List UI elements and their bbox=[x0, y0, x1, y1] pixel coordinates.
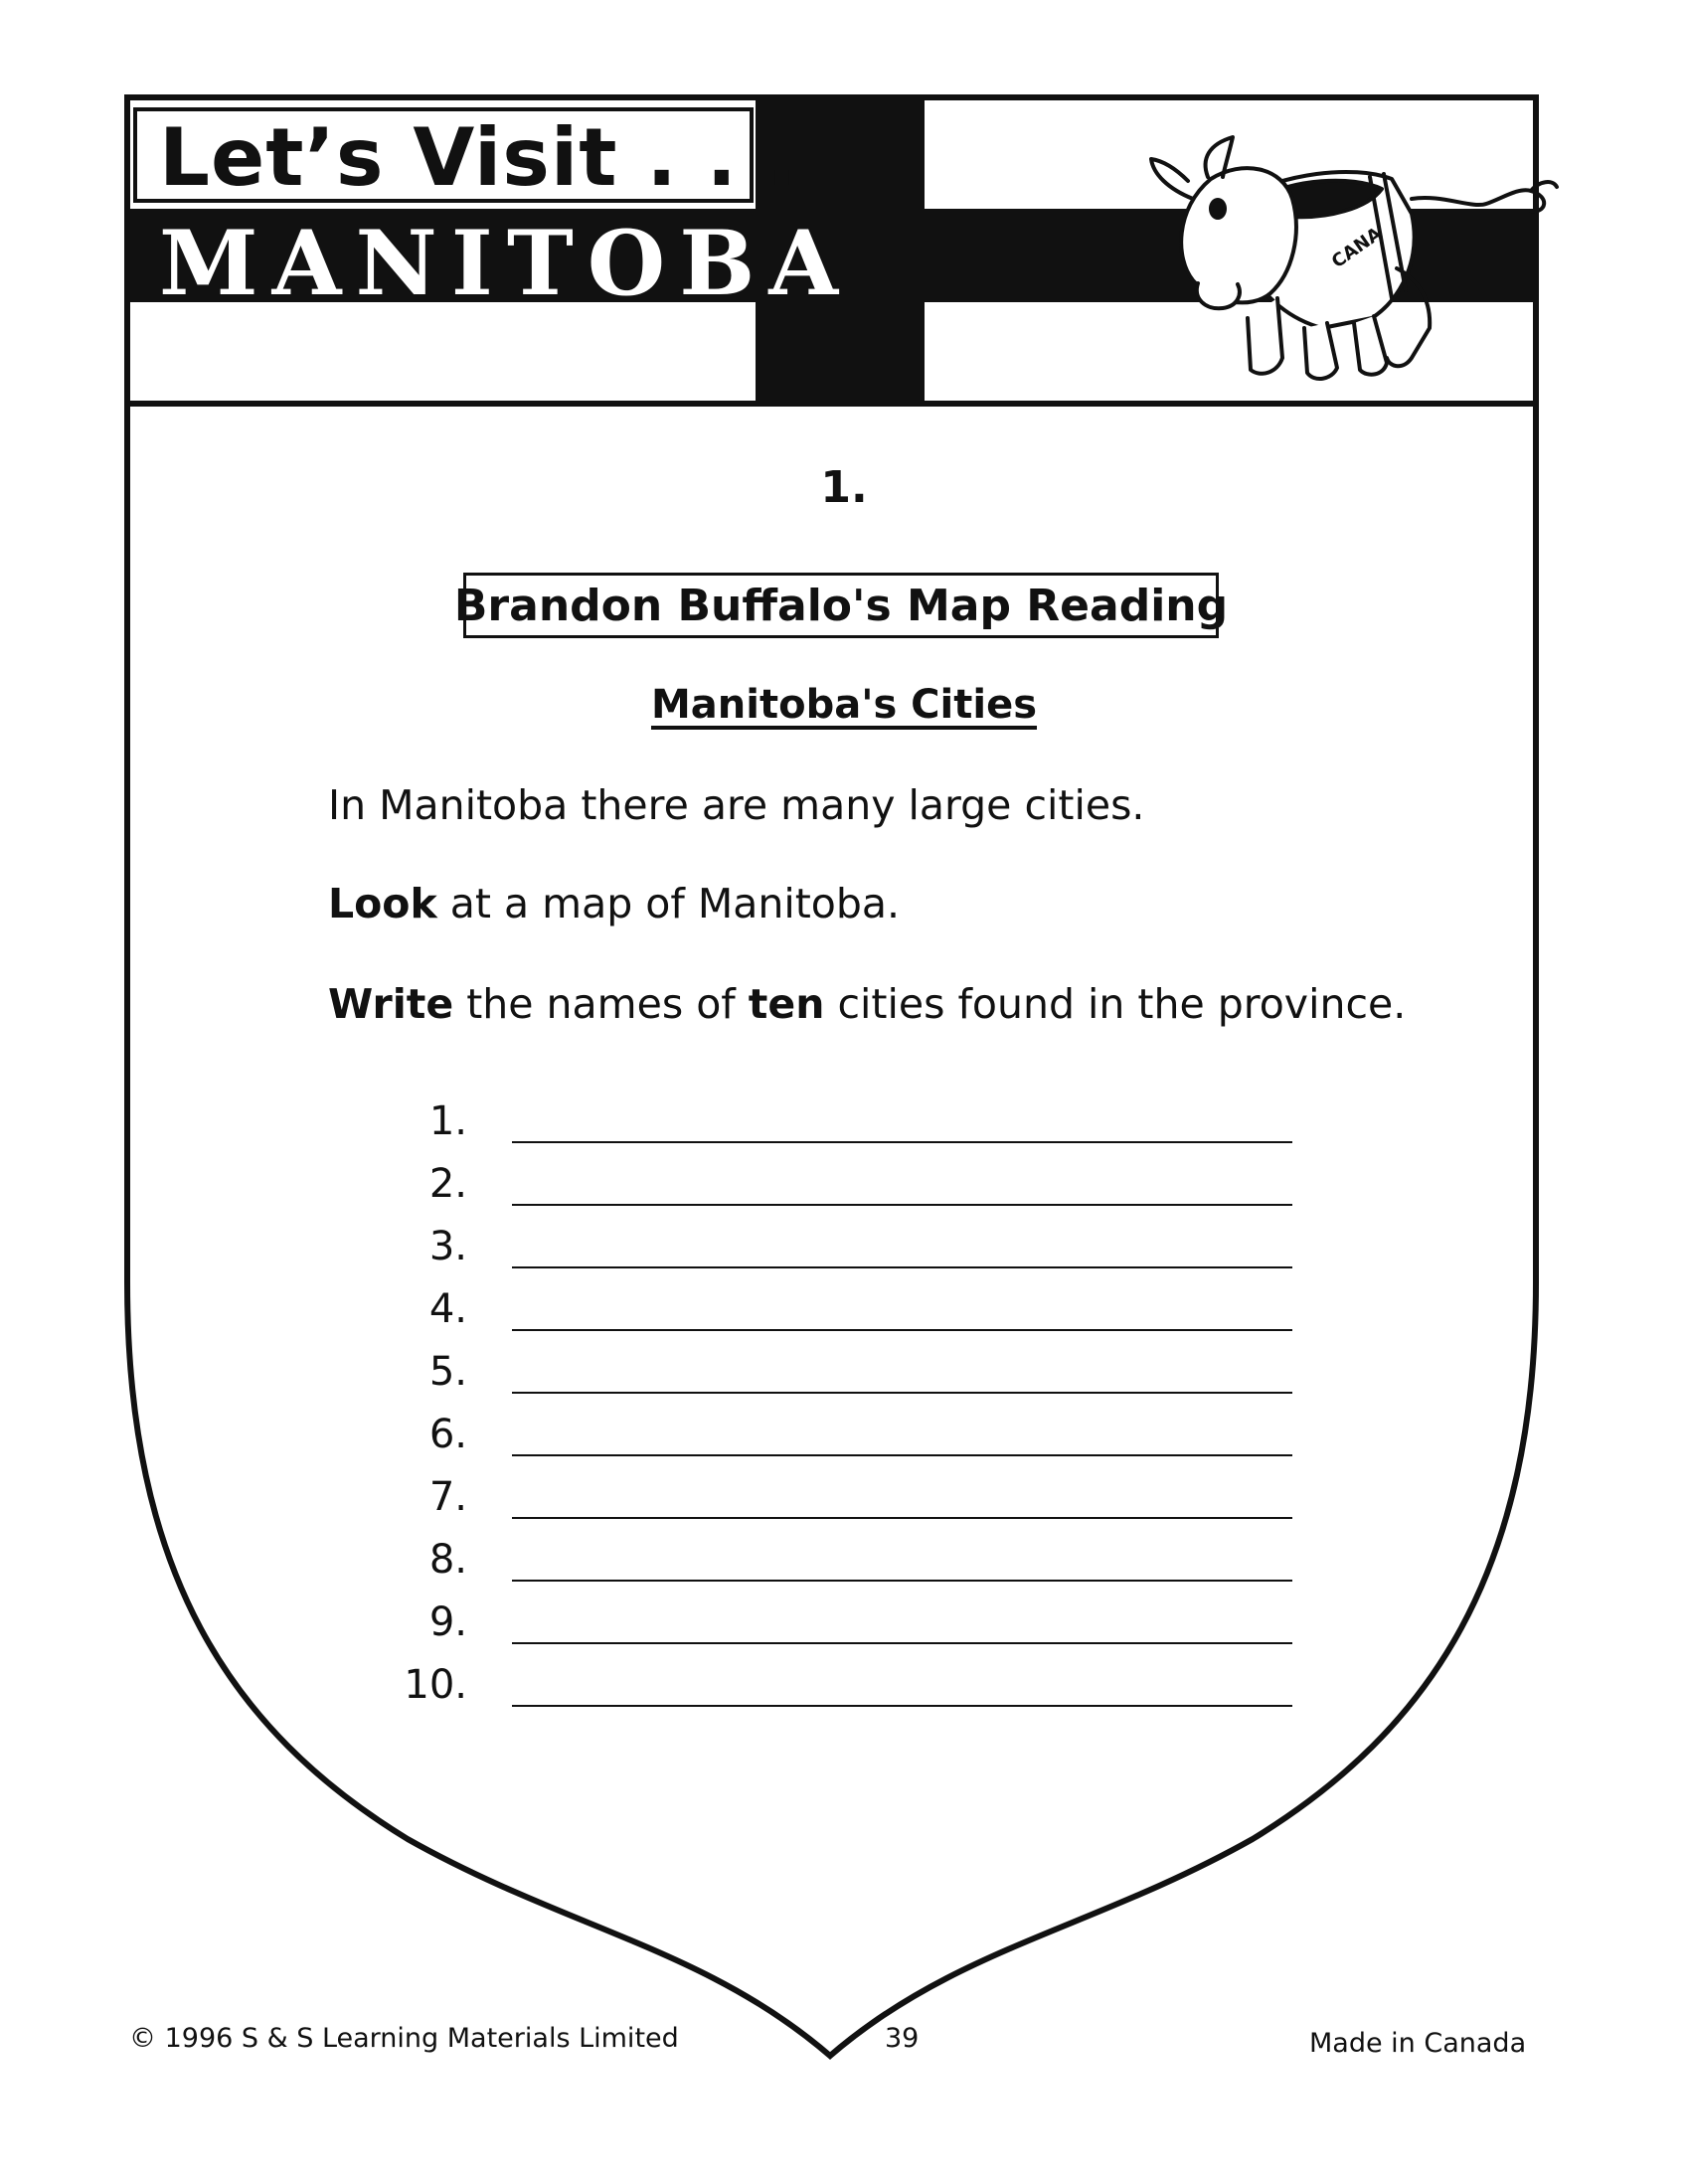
instruction-look bbox=[328, 880, 900, 927]
answer-number: 3. bbox=[428, 1224, 467, 1269]
answer-number: 10. bbox=[404, 1662, 467, 1708]
answer-row[interactable] bbox=[398, 1405, 1292, 1456]
answer-number: 7. bbox=[428, 1474, 467, 1520]
answer-blank-line[interactable] bbox=[512, 1227, 1292, 1268]
footer-page-number: 39 bbox=[885, 2023, 920, 2054]
write-word: Write bbox=[328, 980, 454, 1028]
answer-blank-line[interactable] bbox=[512, 1477, 1292, 1519]
answer-number: 9. bbox=[428, 1599, 467, 1645]
answer-blank-line[interactable] bbox=[512, 1540, 1292, 1582]
answer-number: 2. bbox=[428, 1161, 467, 1207]
answer-row[interactable] bbox=[398, 1217, 1292, 1268]
answer-row[interactable] bbox=[398, 1092, 1292, 1143]
answer-row[interactable] bbox=[398, 1593, 1292, 1644]
mascot-sweater-text: CANA bbox=[1327, 223, 1386, 273]
answer-number: 4. bbox=[428, 1286, 467, 1332]
look-rest: at a map of Manitoba. bbox=[449, 880, 901, 927]
answer-row[interactable] bbox=[398, 1154, 1292, 1206]
activity-number: 1. bbox=[820, 462, 868, 513]
instruction-write bbox=[328, 980, 1406, 1028]
ten-word: ten bbox=[748, 980, 825, 1028]
answer-row[interactable] bbox=[398, 1279, 1292, 1331]
answer-number: 8. bbox=[428, 1537, 467, 1583]
answer-blank-line[interactable] bbox=[512, 1415, 1292, 1456]
answer-blank-line[interactable] bbox=[512, 1289, 1292, 1331]
activity-title: Brandon Buffalo's Map Reading bbox=[463, 573, 1219, 638]
answer-blank-line[interactable] bbox=[512, 1101, 1292, 1143]
footer-made-in: Made in Canada bbox=[1309, 2028, 1527, 2059]
header-lets-visit: Let’s Visit . . . bbox=[159, 111, 798, 204]
answer-row[interactable] bbox=[398, 1655, 1292, 1707]
answer-number: 6. bbox=[428, 1412, 467, 1457]
activity-subtitle: Manitoba's Cities bbox=[650, 682, 1038, 728]
answer-number: 5. bbox=[428, 1349, 467, 1395]
answer-blank-line[interactable] bbox=[512, 1602, 1292, 1644]
header-province-title: MANITOBA bbox=[159, 211, 853, 316]
look-word: Look bbox=[328, 880, 437, 927]
answer-blank-line[interactable] bbox=[512, 1665, 1292, 1707]
answer-blank-line[interactable] bbox=[512, 1164, 1292, 1206]
intro-text: In Manitoba there are many large cities. bbox=[328, 781, 1145, 829]
answer-number: 1. bbox=[428, 1098, 467, 1144]
answer-row[interactable] bbox=[398, 1530, 1292, 1582]
answer-row[interactable] bbox=[398, 1342, 1292, 1394]
write-mid: the names of bbox=[466, 980, 736, 1028]
footer-copyright: © 1996 S & S Learning Materials Limited bbox=[129, 2023, 679, 2054]
write-rest: cities found in the province. bbox=[837, 980, 1407, 1028]
answer-row[interactable] bbox=[398, 1467, 1292, 1519]
answer-blank-line[interactable] bbox=[512, 1352, 1292, 1394]
